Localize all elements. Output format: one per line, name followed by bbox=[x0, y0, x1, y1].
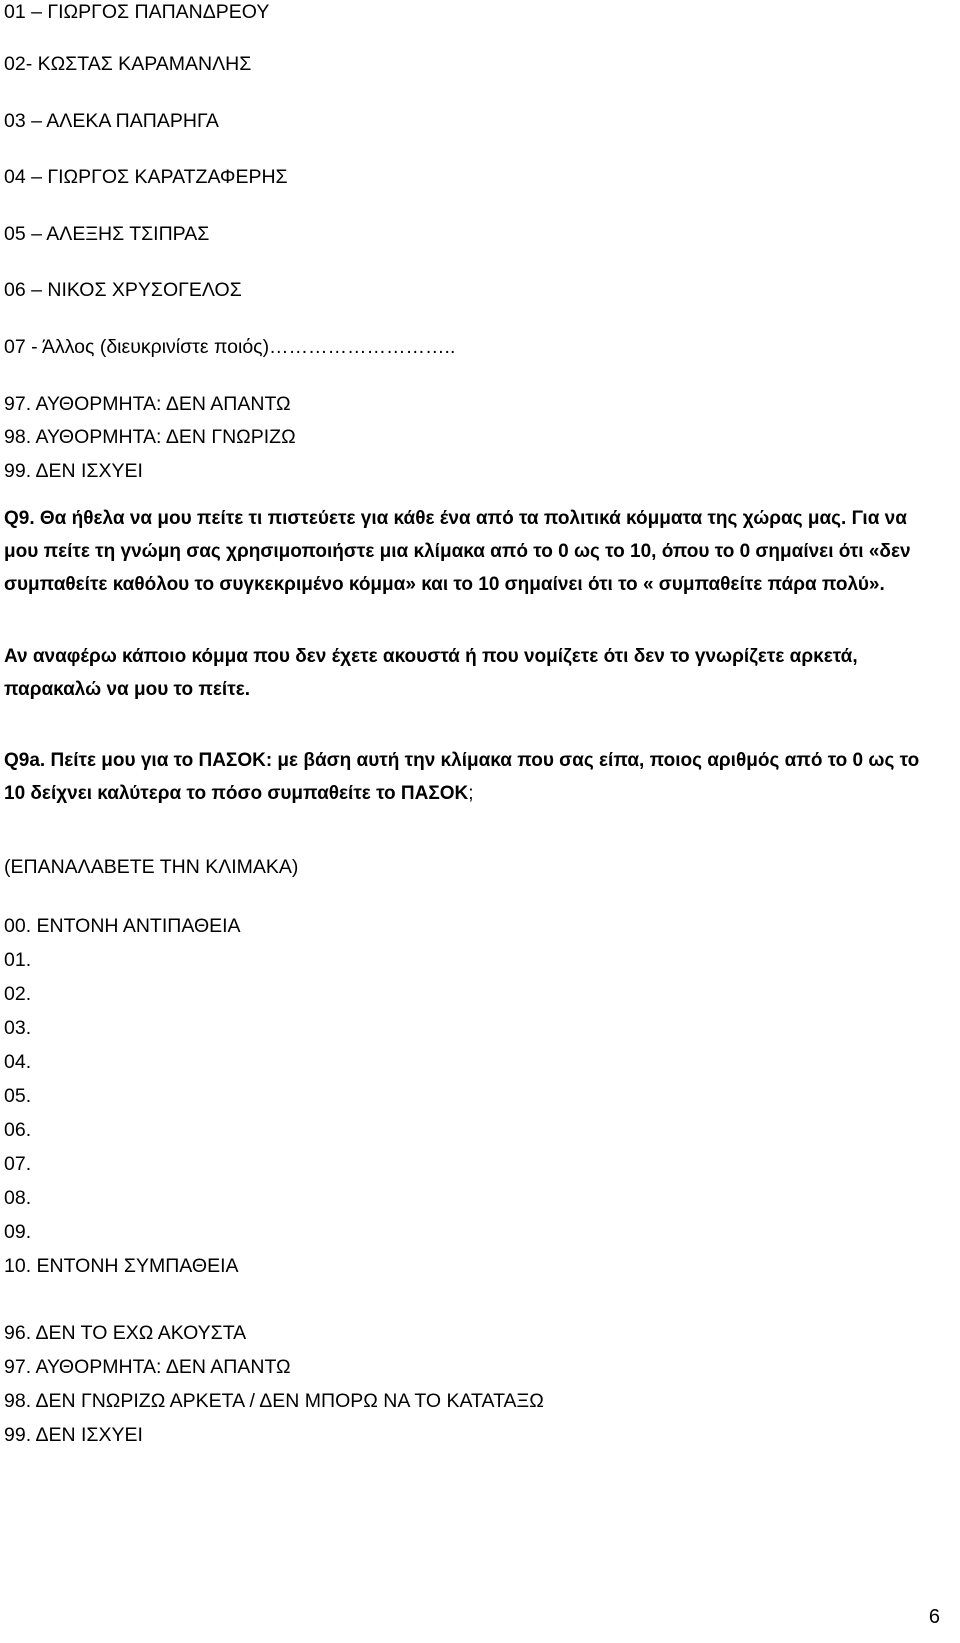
scale-option: 06. bbox=[4, 1119, 32, 1141]
scale-option: 01. bbox=[4, 949, 32, 971]
question-q9a-end: ; bbox=[468, 783, 474, 804]
response-code: 96. ΔΕΝ ΤΟ ΕΧΩ ΑΚΟΥΣΤΑ bbox=[4, 1322, 247, 1344]
page-number: 6 bbox=[928, 1606, 940, 1628]
question-q9-note: Αν αναφέρω κάποιο κόμμα που δεν έχετε ακουστά ή που νομίζετε ότι δεν το γνωρίζετε αρκετά, παρακαλώ να μου το πείτε. bbox=[4, 646, 858, 700]
document-page bbox=[4, 0, 954, 1643]
question-q9a bbox=[4, 744, 934, 810]
response-code: 97. ΑΥΘΟΡΜΗΤΑ: ΔΕΝ ΑΠΑΝΤΩ bbox=[4, 393, 291, 415]
candidate-option: 06 – ΝΙΚΟΣ ΧΡΥΣΟΓΕΛΟΣ bbox=[4, 279, 242, 301]
candidate-option: 04 – ΓΙΩΡΓΟΣ ΚΑΡΑΤΖΑΦΕΡΗΣ bbox=[4, 166, 288, 188]
scale-option: 05. bbox=[4, 1085, 32, 1107]
candidate-option: 03 – ΑΛΕΚΑ ΠΑΠΑΡΗΓΑ bbox=[4, 110, 219, 132]
interviewer-instruction: (ΕΠΑΝΑΛΑΒΕΤΕ ΤΗΝ ΚΛΙΜΑΚΑ) bbox=[4, 856, 299, 878]
candidate-option: 02- ΚΩΣΤΑΣ ΚΑΡΑΜΑΝΛΗΣ bbox=[4, 53, 252, 75]
candidate-option: 01 – ΓΙΩΡΓΟΣ ΠΑΠΑΝΔΡΕΟΥ bbox=[4, 1, 270, 23]
response-code: 99. ΔΕΝ ΙΣΧΥΕΙ bbox=[4, 460, 143, 482]
question-q9a-text: Πείτε μου για το ΠΑΣΟΚ: με βάση αυτή την κλίμακα που σας είπα, ποιος αριθμός από το 0 ως το 10 δείχνει καλύτερα το πόσο συμπαθείτε το ΠΑΣΟΚ bbox=[4, 750, 920, 804]
candidate-option: 05 – ΑΛΕΞΗΣ ΤΣΙΠΡΑΣ bbox=[4, 223, 210, 245]
scale-option: 04. bbox=[4, 1051, 32, 1073]
scale-option: 08. bbox=[4, 1187, 32, 1209]
scale-option: 10. ΕΝΤΟΝΗ ΣΥΜΠΑΘΕΙΑ bbox=[4, 1255, 239, 1277]
response-code: 97. ΑΥΘΟΡΜΗΤΑ: ΔΕΝ ΑΠΑΝΤΩ bbox=[4, 1356, 291, 1378]
scale-option: 02. bbox=[4, 983, 32, 1005]
question-q9: Q9. Θα ήθελα να μου πείτε τι πιστεύετε για κάθε ένα από τα πολιτικά κόμματα της χώρας μας. Για να μου πείτε τη γνώμη σας χρησιμοποιήστε μια κλίμακα από το 0 ως το 10, όπου το 0 σημαίνει ότι «δεν συμπαθείτε καθόλου το συγκεκριμένο κόμμα» και το 10 σημαίνει ότι το « συμπαθείτε πάρα πολύ». bbox=[4, 508, 911, 595]
scale-option: 09. bbox=[4, 1221, 32, 1243]
scale-option: 03. bbox=[4, 1017, 32, 1039]
question-q9a-label: Q9a. bbox=[4, 750, 46, 771]
response-code: 99. ΔΕΝ ΙΣΧΥΕΙ bbox=[4, 1424, 143, 1446]
scale-option: 07. bbox=[4, 1153, 32, 1175]
response-code: 98. ΑΥΘΟΡΜΗΤΑ: ΔΕΝ ΓΝΩΡΙΖΩ bbox=[4, 426, 296, 448]
candidate-option: 07 - Άλλος (διευκρινίστε ποιός)……………………….. bbox=[4, 336, 456, 358]
scale-option: 00. ΕΝΤΟΝΗ ΑΝΤΙΠΑΘΕΙΑ bbox=[4, 915, 241, 937]
response-code: 98. ΔΕΝ ΓΝΩΡΙΖΩ ΑΡΚΕΤΑ / ΔΕΝ ΜΠΟΡΩ ΝΑ ΤΟ ΚΑΤΑΤΑΞΩ bbox=[4, 1390, 544, 1412]
